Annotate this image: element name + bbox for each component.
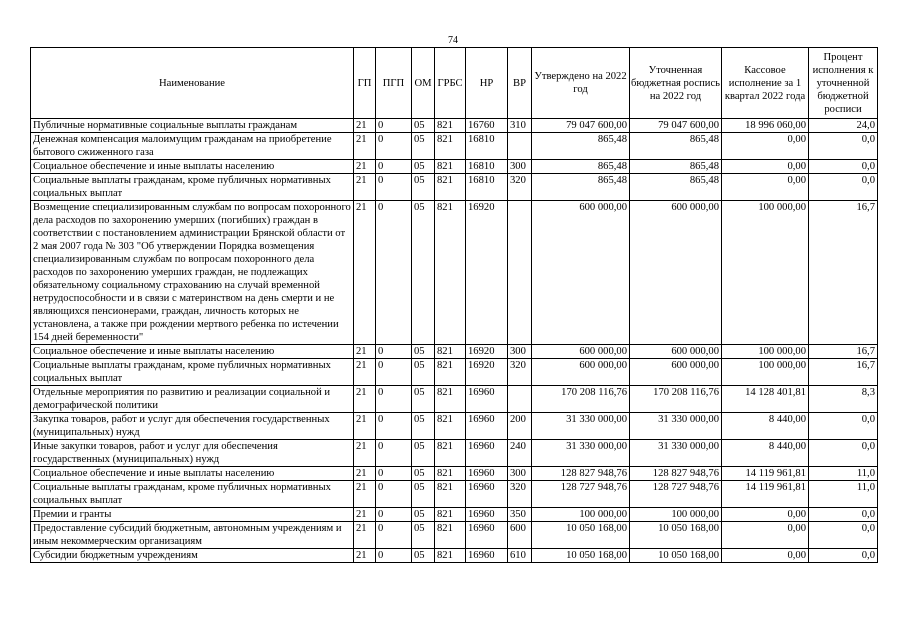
cell-ppgp: 0 <box>376 413 412 440</box>
cell-om: 05 <box>412 119 435 133</box>
cell-name: Социальные выплаты гражданам, кроме публичных нормативных социальных выплат <box>31 359 354 386</box>
cell-ppgp: 0 <box>376 201 412 345</box>
cell-om: 05 <box>412 508 435 522</box>
cell-np: 16810 <box>466 174 508 201</box>
cell-name: Иные закупки товаров, работ и услуг для обеспечения государственных (муниципальных) нужд <box>31 440 354 467</box>
cell-grbs: 821 <box>435 522 466 549</box>
cell-cash: 0,00 <box>722 522 809 549</box>
cell-gp: 21 <box>354 440 376 467</box>
cell-ppgp: 0 <box>376 345 412 359</box>
cell-om: 05 <box>412 467 435 481</box>
cell-percent: 0,0 <box>809 413 878 440</box>
cell-gp: 21 <box>354 345 376 359</box>
cell-clarified: 79 047 600,00 <box>630 119 722 133</box>
cell-approved: 128 727 948,76 <box>532 481 630 508</box>
header-vr: ВР <box>508 48 532 119</box>
cell-np: 16920 <box>466 345 508 359</box>
cell-np: 16960 <box>466 549 508 563</box>
cell-gp: 21 <box>354 133 376 160</box>
cell-percent: 0,0 <box>809 549 878 563</box>
cell-approved: 128 827 948,76 <box>532 467 630 481</box>
cell-cash: 100 000,00 <box>722 345 809 359</box>
cell-gp: 21 <box>354 386 376 413</box>
cell-vr: 300 <box>508 160 532 174</box>
cell-ppgp: 0 <box>376 508 412 522</box>
cell-name: Субсидии бюджетным учреждениям <box>31 549 354 563</box>
header-grbs: ГРБС <box>435 48 466 119</box>
cell-np: 16760 <box>466 119 508 133</box>
cell-ppgp: 0 <box>376 174 412 201</box>
cell-vr: 300 <box>508 467 532 481</box>
cell-ppgp: 0 <box>376 386 412 413</box>
cell-grbs: 821 <box>435 467 466 481</box>
cell-cash: 8 440,00 <box>722 413 809 440</box>
cell-np: 16960 <box>466 440 508 467</box>
cell-approved: 600 000,00 <box>532 201 630 345</box>
cell-name: Публичные нормативные социальные выплаты гражданам <box>31 119 354 133</box>
cell-grbs: 821 <box>435 481 466 508</box>
cell-approved: 865,48 <box>532 174 630 201</box>
cell-om: 05 <box>412 522 435 549</box>
cell-clarified: 100 000,00 <box>630 508 722 522</box>
cell-np: 16960 <box>466 467 508 481</box>
cell-vr: 320 <box>508 481 532 508</box>
cell-np: 16960 <box>466 481 508 508</box>
cell-ppgp: 0 <box>376 160 412 174</box>
cell-vr: 200 <box>508 413 532 440</box>
cell-cash: 18 996 060,00 <box>722 119 809 133</box>
cell-name: Социальное обеспечение и иные выплаты населению <box>31 160 354 174</box>
budget-execution-table <box>30 47 878 563</box>
cell-grbs: 821 <box>435 119 466 133</box>
cell-name: Социальные выплаты гражданам, кроме публичных нормативных социальных выплат <box>31 174 354 201</box>
cell-grbs: 821 <box>435 160 466 174</box>
cell-grbs: 821 <box>435 201 466 345</box>
cell-name: Предоставление субсидий бюджетным, автономным учреждениям и иным некоммерческим организациям <box>31 522 354 549</box>
cell-percent: 16,7 <box>809 201 878 345</box>
cell-clarified: 600 000,00 <box>630 201 722 345</box>
cell-vr <box>508 133 532 160</box>
cell-vr: 600 <box>508 522 532 549</box>
cell-name: Социальные выплаты гражданам, кроме публичных нормативных социальных выплат <box>31 481 354 508</box>
cell-approved: 31 330 000,00 <box>532 440 630 467</box>
cell-gp: 21 <box>354 201 376 345</box>
cell-gp: 21 <box>354 160 376 174</box>
table-body <box>31 119 878 563</box>
cell-cash: 0,00 <box>722 160 809 174</box>
cell-approved: 600 000,00 <box>532 359 630 386</box>
cell-clarified: 600 000,00 <box>630 345 722 359</box>
table-row <box>31 174 878 201</box>
page-number: 74 <box>448 35 458 46</box>
cell-name: Денежная компенсация малоимущим гражданам на приобретение бытового сжиженного газа <box>31 133 354 160</box>
table-row <box>31 201 878 345</box>
cell-name: Возмещение специализированным службам по вопросам похоронного дела расходов по захоронению умерших (погибших) граждан в соответствии с постановлением администрации Брянской области от 2 мая 2007 года № 303 "Об утверждении Порядка возмещения специализированным службам по вопросам похоронного дела расходов по захоронению умерших граждан, не подлежащих обязательному социальному страхованию на случай временной нетрудоспособности и в связи с материнством на день смерти и не являющихся пенсионерами, граждан, личность которых не установлена, а также при рождении мертвого ребенка по истечении 154 дней беременности" <box>31 201 354 345</box>
cell-grbs: 821 <box>435 133 466 160</box>
table-row <box>31 359 878 386</box>
cell-vr: 300 <box>508 345 532 359</box>
header-clarified: Уточненная бюджетная роспись на 2022 год <box>630 48 722 119</box>
cell-approved: 31 330 000,00 <box>532 413 630 440</box>
cell-om: 05 <box>412 345 435 359</box>
table-row <box>31 549 878 563</box>
cell-vr: 320 <box>508 359 532 386</box>
cell-name: Закупка товаров, работ и услуг для обеспечения государственных (муниципальных) нужд <box>31 413 354 440</box>
cell-np: 16810 <box>466 160 508 174</box>
cell-clarified: 10 050 168,00 <box>630 549 722 563</box>
cell-percent: 11,0 <box>809 467 878 481</box>
cell-clarified: 865,48 <box>630 160 722 174</box>
cell-approved: 170 208 116,76 <box>532 386 630 413</box>
cell-gp: 21 <box>354 413 376 440</box>
cell-cash: 8 440,00 <box>722 440 809 467</box>
cell-ppgp: 0 <box>376 481 412 508</box>
cell-ppgp: 0 <box>376 549 412 563</box>
cell-np: 16960 <box>466 386 508 413</box>
cell-name: Социальное обеспечение и иные выплаты населению <box>31 345 354 359</box>
cell-grbs: 821 <box>435 440 466 467</box>
header-om: ОМ <box>412 48 435 119</box>
cell-clarified: 170 208 116,76 <box>630 386 722 413</box>
cell-om: 05 <box>412 359 435 386</box>
cell-grbs: 821 <box>435 345 466 359</box>
cell-gp: 21 <box>354 522 376 549</box>
cell-grbs: 821 <box>435 508 466 522</box>
cell-vr: 350 <box>508 508 532 522</box>
cell-cash: 0,00 <box>722 133 809 160</box>
cell-om: 05 <box>412 386 435 413</box>
header-gp: ГП <box>354 48 376 119</box>
cell-gp: 21 <box>354 481 376 508</box>
cell-vr <box>508 386 532 413</box>
header-np: НР <box>466 48 508 119</box>
cell-cash: 14 119 961,81 <box>722 481 809 508</box>
cell-gp: 21 <box>354 359 376 386</box>
cell-np: 16960 <box>466 508 508 522</box>
cell-ppgp: 0 <box>376 467 412 481</box>
cell-grbs: 821 <box>435 359 466 386</box>
cell-percent: 0,0 <box>809 508 878 522</box>
cell-ppgp: 0 <box>376 359 412 386</box>
cell-om: 05 <box>412 201 435 345</box>
cell-vr: 310 <box>508 119 532 133</box>
header-cash: Кассовое исполнение за 1 квартал 2022 года <box>722 48 809 119</box>
cell-percent: 24,0 <box>809 119 878 133</box>
cell-approved: 100 000,00 <box>532 508 630 522</box>
cell-clarified: 10 050 168,00 <box>630 522 722 549</box>
cell-clarified: 31 330 000,00 <box>630 440 722 467</box>
cell-name: Премии и гранты <box>31 508 354 522</box>
cell-grbs: 821 <box>435 386 466 413</box>
cell-gp: 21 <box>354 174 376 201</box>
cell-om: 05 <box>412 549 435 563</box>
cell-approved: 865,48 <box>532 133 630 160</box>
cell-np: 16920 <box>466 359 508 386</box>
table-row <box>31 345 878 359</box>
cell-approved: 10 050 168,00 <box>532 522 630 549</box>
cell-np: 16920 <box>466 201 508 345</box>
table-row <box>31 133 878 160</box>
cell-percent: 8,3 <box>809 386 878 413</box>
cell-percent: 0,0 <box>809 440 878 467</box>
cell-grbs: 821 <box>435 174 466 201</box>
cell-om: 05 <box>412 174 435 201</box>
cell-cash: 0,00 <box>722 549 809 563</box>
table-row <box>31 467 878 481</box>
cell-name: Социальное обеспечение и иные выплаты населению <box>31 467 354 481</box>
table-row <box>31 508 878 522</box>
cell-om: 05 <box>412 413 435 440</box>
cell-cash: 14 119 961,81 <box>722 467 809 481</box>
cell-om: 05 <box>412 440 435 467</box>
cell-clarified: 128 827 948,76 <box>630 467 722 481</box>
cell-grbs: 821 <box>435 413 466 440</box>
table-row <box>31 522 878 549</box>
cell-om: 05 <box>412 481 435 508</box>
cell-ppgp: 0 <box>376 440 412 467</box>
table-header-row <box>31 48 878 119</box>
cell-grbs: 821 <box>435 549 466 563</box>
table-row <box>31 413 878 440</box>
cell-cash: 14 128 401,81 <box>722 386 809 413</box>
cell-gp: 21 <box>354 508 376 522</box>
cell-approved: 600 000,00 <box>532 345 630 359</box>
cell-percent: 11,0 <box>809 481 878 508</box>
cell-ppgp: 0 <box>376 133 412 160</box>
cell-vr: 610 <box>508 549 532 563</box>
cell-percent: 0,0 <box>809 160 878 174</box>
cell-approved: 865,48 <box>532 160 630 174</box>
cell-ppgp: 0 <box>376 522 412 549</box>
header-name: Наименование <box>31 48 354 119</box>
cell-clarified: 128 727 948,76 <box>630 481 722 508</box>
cell-percent: 0,0 <box>809 522 878 549</box>
cell-cash: 100 000,00 <box>722 359 809 386</box>
cell-percent: 0,0 <box>809 133 878 160</box>
table-row <box>31 481 878 508</box>
cell-gp: 21 <box>354 549 376 563</box>
cell-percent: 16,7 <box>809 345 878 359</box>
cell-np: 16960 <box>466 413 508 440</box>
cell-approved: 79 047 600,00 <box>532 119 630 133</box>
cell-percent: 0,0 <box>809 174 878 201</box>
table-row <box>31 119 878 133</box>
cell-om: 05 <box>412 133 435 160</box>
cell-approved: 10 050 168,00 <box>532 549 630 563</box>
cell-gp: 21 <box>354 467 376 481</box>
cell-vr: 240 <box>508 440 532 467</box>
cell-ppgp: 0 <box>376 119 412 133</box>
header-percent: Процент исполнения к уточненной бюджетной росписи <box>809 48 878 119</box>
header-approved: Утверждено на 2022 год <box>532 48 630 119</box>
cell-cash: 0,00 <box>722 508 809 522</box>
table-row <box>31 440 878 467</box>
cell-vr <box>508 201 532 345</box>
cell-clarified: 865,48 <box>630 133 722 160</box>
table-row <box>31 160 878 174</box>
cell-clarified: 865,48 <box>630 174 722 201</box>
header-ppgp: ПГП <box>376 48 412 119</box>
cell-percent: 16,7 <box>809 359 878 386</box>
cell-cash: 100 000,00 <box>722 201 809 345</box>
cell-name: Отдельные мероприятия по развитию и реализации социальной и демографической политики <box>31 386 354 413</box>
cell-gp: 21 <box>354 119 376 133</box>
cell-np: 16960 <box>466 522 508 549</box>
cell-cash: 0,00 <box>722 174 809 201</box>
cell-np: 16810 <box>466 133 508 160</box>
table-row <box>31 386 878 413</box>
cell-vr: 320 <box>508 174 532 201</box>
cell-clarified: 31 330 000,00 <box>630 413 722 440</box>
cell-om: 05 <box>412 160 435 174</box>
cell-clarified: 600 000,00 <box>630 359 722 386</box>
